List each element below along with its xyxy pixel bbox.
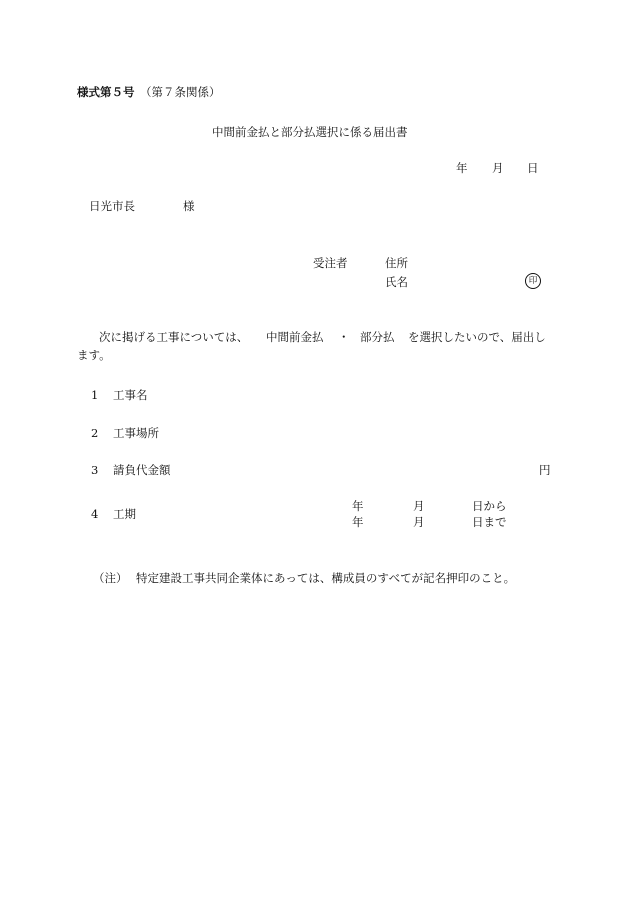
form-relation: （第７条関係） xyxy=(140,85,221,99)
address-label: 住所 xyxy=(385,256,408,270)
document-title: 中間前金払と部分払選択に係る届出書 xyxy=(212,125,408,139)
note-text: 特定建設工事共同企業体にあっては、構成員のすべてが記名押印のこと。 xyxy=(136,571,516,585)
option-separator: ・ xyxy=(338,330,350,344)
date-year: 年 xyxy=(456,161,468,175)
item-4-number: 4 xyxy=(91,507,99,521)
contractor-label: 受注者 xyxy=(313,256,348,270)
item-2-number: 2 xyxy=(91,426,99,440)
note-label: （注） xyxy=(93,571,128,585)
date-month: 月 xyxy=(492,161,504,175)
date-day: 日 xyxy=(527,161,539,175)
form-number: 様式第５号 xyxy=(77,85,135,99)
addressee-honorific: 様 xyxy=(183,199,195,213)
addressee-name: 日光市長 xyxy=(89,199,135,213)
option-interim-advance: 中間前金払 xyxy=(266,330,324,344)
item-2-label: 工事場所 xyxy=(113,426,159,440)
body-line2: ます。 xyxy=(77,348,111,362)
item-3-label: 請負代金額 xyxy=(113,463,171,477)
period-start-month: 月 xyxy=(413,499,425,513)
period-start-day: 日から xyxy=(472,499,507,513)
period-end-day: 日まで xyxy=(472,515,507,529)
item-1-number: 1 xyxy=(91,388,99,402)
option-partial-payment: 部分払 xyxy=(360,330,395,344)
item-4-label: 工期 xyxy=(113,507,136,521)
item-3-number: 3 xyxy=(91,463,99,477)
period-end-year: 年 xyxy=(352,515,364,529)
period-end-month: 月 xyxy=(413,515,425,529)
name-label: 氏名 xyxy=(385,275,408,289)
item-1-label: 工事名 xyxy=(113,388,148,402)
body-suffix: を選択したいので、届出し xyxy=(408,330,546,344)
seal-mark: 印 xyxy=(525,273,541,289)
body-prefix: 次に掲げる工事については、 xyxy=(99,330,249,344)
period-start-year: 年 xyxy=(352,499,364,513)
item-3-unit: 円 xyxy=(539,463,551,477)
